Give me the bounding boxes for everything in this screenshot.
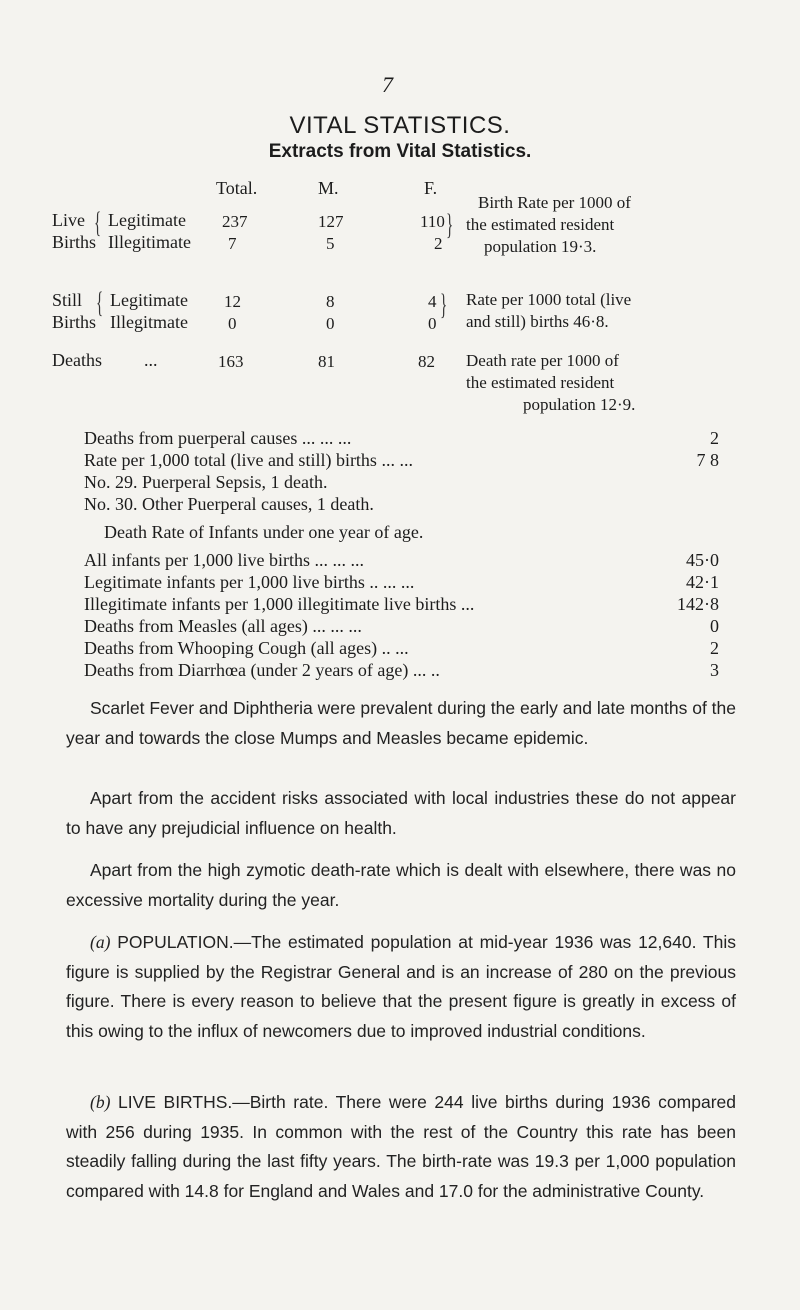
- still-births-group2: Births: [52, 312, 97, 332]
- deaths-label: Deaths: [52, 350, 102, 370]
- live-births-group2: Births: [52, 232, 97, 252]
- line-value: 3: [710, 660, 719, 680]
- live-births-group: Live: [52, 210, 85, 230]
- paragraph-epidemics: Scarlet Fever and Diphtheria were prevalent during the early and late months of the year and towards the close Mumps and Measles became epidemic.: [66, 698, 736, 748]
- line-label: Deaths from Measles (all ages) ... ... ...: [84, 616, 362, 636]
- section-marker: (a): [90, 932, 111, 952]
- right-brace: }: [440, 288, 448, 321]
- female-value: 2: [434, 234, 443, 253]
- page-title: VITAL STATISTICS.: [289, 112, 511, 139]
- line-label: Illegitimate infants per 1,000 illegitimate live births ...: [84, 594, 475, 614]
- infant-heading: Death Rate of Infants under one year of age.: [104, 522, 424, 542]
- line-label: Rate per 1,000 total (live and still) births ... ...: [84, 450, 413, 470]
- still-births-group: Still: [52, 290, 83, 310]
- paragraph-population: [66, 928, 736, 1046]
- male-value: 81: [318, 352, 335, 371]
- paragraph-text: LIVE BIRTHS.—Birth rate. There were 244 live births during 1936 compared with 256 during 1935. In common with the rest of the Country this rate has been steadily falling during the last fifty years. The birth-rate was 19.3 per 1,000 population compared with 14.8 for England and Wales and 17.0 for the administrative County.: [66, 1092, 736, 1201]
- total-value: 237: [222, 212, 248, 231]
- female-value: 4: [428, 292, 437, 311]
- female-value: 110: [420, 212, 445, 231]
- header-male: M.: [318, 178, 339, 198]
- line-value: 45·0: [686, 550, 719, 570]
- line-label: Legitimate infants per 1,000 live births .. ... ...: [84, 572, 415, 592]
- male-value: 8: [326, 292, 335, 311]
- line-label: Deaths from Diarrhœa (under 2 years of age) ... ..: [84, 660, 440, 680]
- death-rate-note: the estimated resident: [466, 373, 615, 392]
- line-value: 7 8: [696, 450, 719, 470]
- line-label: No. 29. Puerperal Sepsis, 1 death.: [84, 472, 328, 492]
- row-label: Legitimate: [108, 210, 186, 230]
- right-brace: }: [446, 208, 454, 241]
- male-value: 5: [326, 234, 335, 253]
- still-rate-note: Rate per 1000 total (live: [466, 290, 632, 309]
- line-value: 142·8: [677, 594, 719, 614]
- line-label: Deaths from puerperal causes ... ... ...: [84, 428, 352, 448]
- total-value: 7: [228, 234, 237, 253]
- line-label: Deaths from Whooping Cough (all ages) .. ...: [84, 638, 409, 658]
- line-value: 2: [710, 638, 719, 658]
- left-brace: {: [94, 206, 102, 239]
- row-label: Illegitimate: [108, 232, 191, 252]
- leader-dots: ...: [144, 350, 158, 370]
- total-value: 12: [224, 292, 241, 311]
- paragraph-mortality: Apart from the high zymotic death-rate which is dealt with elsewhere, there was no excessive mortality during the year.: [66, 860, 736, 910]
- row-label: Legitimate: [110, 290, 188, 310]
- header-female: F.: [424, 178, 438, 198]
- female-value: 0: [428, 314, 437, 333]
- line-value: 0: [710, 616, 719, 636]
- death-rate-note: population 12·9.: [523, 395, 636, 414]
- female-value: 82: [418, 352, 435, 371]
- row-label: Illegitmate: [110, 312, 188, 332]
- male-value: 127: [318, 212, 344, 231]
- still-rate-note: and still) births 46·8.: [466, 312, 609, 331]
- total-value: 0: [228, 314, 237, 333]
- total-value: 163: [218, 352, 244, 371]
- page-subtitle: Extracts from Vital Statistics.: [268, 141, 532, 162]
- line-value: 42·1: [686, 572, 719, 592]
- paragraph-live-births: [66, 1088, 736, 1206]
- birth-rate-note: Birth Rate per 1000 of: [478, 193, 631, 212]
- header-total: Total.: [216, 178, 258, 198]
- section-marker: (b): [90, 1092, 111, 1112]
- line-label: No. 30. Other Puerperal causes, 1 death.: [84, 494, 374, 514]
- line-label: All infants per 1,000 live births ... ... ...: [84, 550, 364, 570]
- death-rate-note: Death rate per 1000 of: [466, 351, 619, 370]
- birth-rate-note: population 19·3.: [484, 237, 597, 256]
- page-number: 7: [382, 72, 393, 97]
- left-brace: {: [96, 286, 104, 319]
- male-value: 0: [326, 314, 335, 333]
- line-value: 2: [710, 428, 719, 448]
- birth-rate-note: the estimated resident: [466, 215, 615, 234]
- paragraph-industries: Apart from the accident risks associated with local industries these do not appear to have any prejudicial influence on health.: [66, 788, 736, 838]
- paragraph-text: POPULATION.—The estimated population at mid-year 1936 was 12,640. This figure is supplied by the Registrar General and is an increase of 280 on the previous figure. There is every reason to believe that the present figure is greatly in excess of this owing to the influx of newcomers due to improved industrial conditions.: [66, 932, 736, 1041]
